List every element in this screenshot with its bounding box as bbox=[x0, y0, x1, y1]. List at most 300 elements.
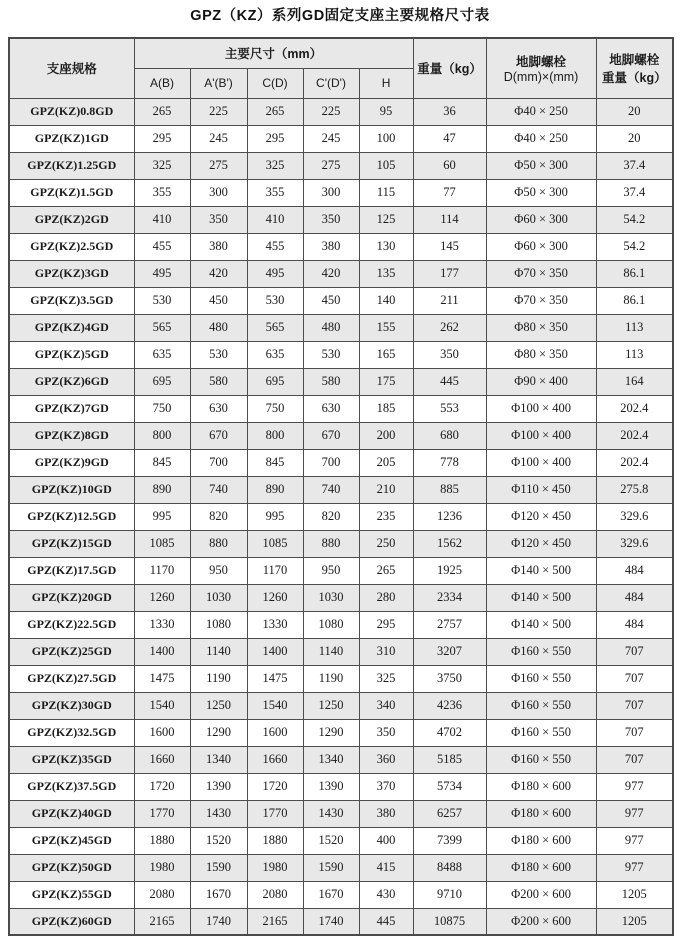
cell-weight_kg: 5185 bbox=[413, 746, 486, 773]
cell-spec: GPZ(KZ)3.5GD bbox=[9, 287, 134, 314]
table-row bbox=[9, 746, 673, 773]
cell-anchor_bolt: Φ140 × 500 bbox=[486, 611, 596, 638]
cell-anchor_bolt_weight_kg: 113 bbox=[596, 314, 673, 341]
cell-weight_kg: 114 bbox=[413, 206, 486, 233]
cell-c_prime_d_prime: 1670 bbox=[303, 881, 359, 908]
table-row bbox=[9, 98, 673, 125]
cell-a_prime_b_prime: 1670 bbox=[190, 881, 247, 908]
header-main-dimensions: 主要尺寸（mm） bbox=[134, 38, 413, 68]
cell-a_prime_b_prime: 700 bbox=[190, 449, 247, 476]
cell-a_b: 495 bbox=[134, 260, 190, 287]
cell-a_prime_b_prime: 1740 bbox=[190, 908, 247, 935]
cell-a_b: 995 bbox=[134, 503, 190, 530]
cell-a_prime_b_prime: 225 bbox=[190, 98, 247, 125]
cell-a_prime_b_prime: 530 bbox=[190, 341, 247, 368]
cell-c_prime_d_prime: 740 bbox=[303, 476, 359, 503]
header-anchor-bolt-weight-line1: 地脚螺栓 bbox=[609, 53, 660, 68]
table-row bbox=[9, 260, 673, 287]
cell-c_prime_d_prime: 1250 bbox=[303, 692, 359, 719]
cell-a_b: 800 bbox=[134, 422, 190, 449]
cell-c_d: 2165 bbox=[247, 908, 303, 935]
cell-c_d: 1330 bbox=[247, 611, 303, 638]
cell-weight_kg: 5734 bbox=[413, 773, 486, 800]
cell-c_d: 1660 bbox=[247, 746, 303, 773]
cell-a_prime_b_prime: 1030 bbox=[190, 584, 247, 611]
cell-h: 185 bbox=[359, 395, 413, 422]
cell-anchor_bolt_weight_kg: 707 bbox=[596, 746, 673, 773]
table-row bbox=[9, 395, 673, 422]
cell-anchor_bolt_weight_kg: 37.4 bbox=[596, 179, 673, 206]
cell-anchor_bolt_weight_kg: 484 bbox=[596, 611, 673, 638]
cell-h: 340 bbox=[359, 692, 413, 719]
header-anchor-bolt-weight bbox=[596, 38, 673, 98]
cell-a_b: 1400 bbox=[134, 638, 190, 665]
cell-anchor_bolt: Φ100 × 400 bbox=[486, 449, 596, 476]
cell-anchor_bolt: Φ120 × 450 bbox=[486, 530, 596, 557]
cell-a_b: 325 bbox=[134, 152, 190, 179]
cell-a_b: 455 bbox=[134, 233, 190, 260]
cell-a_prime_b_prime: 420 bbox=[190, 260, 247, 287]
cell-c_prime_d_prime: 420 bbox=[303, 260, 359, 287]
cell-c_d: 410 bbox=[247, 206, 303, 233]
cell-c_prime_d_prime: 1390 bbox=[303, 773, 359, 800]
cell-anchor_bolt: Φ160 × 550 bbox=[486, 719, 596, 746]
table-row bbox=[9, 503, 673, 530]
cell-spec: GPZ(KZ)0.8GD bbox=[9, 98, 134, 125]
cell-c_d: 1880 bbox=[247, 827, 303, 854]
cell-anchor_bolt: Φ140 × 500 bbox=[486, 557, 596, 584]
cell-c_d: 1540 bbox=[247, 692, 303, 719]
cell-c_prime_d_prime: 300 bbox=[303, 179, 359, 206]
cell-weight_kg: 8488 bbox=[413, 854, 486, 881]
cell-c_prime_d_prime: 1140 bbox=[303, 638, 359, 665]
cell-c_d: 1475 bbox=[247, 665, 303, 692]
cell-c_d: 455 bbox=[247, 233, 303, 260]
cell-spec: GPZ(KZ)35GD bbox=[9, 746, 134, 773]
cell-weight_kg: 262 bbox=[413, 314, 486, 341]
cell-anchor_bolt: Φ160 × 550 bbox=[486, 638, 596, 665]
cell-spec: GPZ(KZ)60GD bbox=[9, 908, 134, 935]
cell-anchor_bolt: Φ50 × 300 bbox=[486, 179, 596, 206]
cell-c_prime_d_prime: 700 bbox=[303, 449, 359, 476]
cell-c_d: 1400 bbox=[247, 638, 303, 665]
cell-weight_kg: 1925 bbox=[413, 557, 486, 584]
cell-anchor_bolt_weight_kg: 202.4 bbox=[596, 395, 673, 422]
cell-anchor_bolt: Φ70 × 350 bbox=[486, 260, 596, 287]
cell-weight_kg: 445 bbox=[413, 368, 486, 395]
table-row bbox=[9, 422, 673, 449]
cell-h: 140 bbox=[359, 287, 413, 314]
cell-h: 325 bbox=[359, 665, 413, 692]
cell-weight_kg: 211 bbox=[413, 287, 486, 314]
table-row bbox=[9, 530, 673, 557]
cell-c_d: 845 bbox=[247, 449, 303, 476]
cell-a_prime_b_prime: 1290 bbox=[190, 719, 247, 746]
cell-h: 360 bbox=[359, 746, 413, 773]
cell-a_b: 1770 bbox=[134, 800, 190, 827]
cell-anchor_bolt: Φ200 × 600 bbox=[486, 881, 596, 908]
cell-h: 445 bbox=[359, 908, 413, 935]
cell-c_d: 1980 bbox=[247, 854, 303, 881]
cell-weight_kg: 350 bbox=[413, 341, 486, 368]
cell-spec: GPZ(KZ)45GD bbox=[9, 827, 134, 854]
cell-a_prime_b_prime: 630 bbox=[190, 395, 247, 422]
table-row bbox=[9, 719, 673, 746]
cell-anchor_bolt: Φ160 × 550 bbox=[486, 746, 596, 773]
spec-table bbox=[8, 37, 674, 936]
cell-spec: GPZ(KZ)55GD bbox=[9, 881, 134, 908]
cell-spec: GPZ(KZ)37.5GD bbox=[9, 773, 134, 800]
table-row bbox=[9, 800, 673, 827]
cell-anchor_bolt: Φ120 × 450 bbox=[486, 503, 596, 530]
cell-weight_kg: 885 bbox=[413, 476, 486, 503]
cell-c_prime_d_prime: 1430 bbox=[303, 800, 359, 827]
cell-spec: GPZ(KZ)5GD bbox=[9, 341, 134, 368]
table-row bbox=[9, 233, 673, 260]
cell-anchor_bolt: Φ40 × 250 bbox=[486, 98, 596, 125]
cell-weight_kg: 3750 bbox=[413, 665, 486, 692]
cell-c_d: 295 bbox=[247, 125, 303, 152]
cell-anchor_bolt: Φ60 × 300 bbox=[486, 206, 596, 233]
cell-h: 350 bbox=[359, 719, 413, 746]
cell-a_b: 265 bbox=[134, 98, 190, 125]
cell-a_prime_b_prime: 380 bbox=[190, 233, 247, 260]
header-col-a: A(B) bbox=[134, 68, 190, 98]
cell-weight_kg: 77 bbox=[413, 179, 486, 206]
header-anchor-bolt bbox=[486, 38, 596, 98]
cell-anchor_bolt_weight_kg: 54.2 bbox=[596, 233, 673, 260]
header-row-main bbox=[9, 38, 673, 68]
cell-c_d: 1600 bbox=[247, 719, 303, 746]
header-col-a-prime: A'(B') bbox=[190, 68, 247, 98]
cell-a_b: 530 bbox=[134, 287, 190, 314]
cell-c_d: 695 bbox=[247, 368, 303, 395]
cell-c_d: 1770 bbox=[247, 800, 303, 827]
cell-anchor_bolt: Φ200 × 600 bbox=[486, 908, 596, 935]
cell-a_b: 1600 bbox=[134, 719, 190, 746]
cell-anchor_bolt: Φ180 × 600 bbox=[486, 827, 596, 854]
cell-spec: GPZ(KZ)25GD bbox=[9, 638, 134, 665]
table-row bbox=[9, 476, 673, 503]
cell-anchor_bolt_weight_kg: 86.1 bbox=[596, 287, 673, 314]
header-spec: 支座规格 bbox=[9, 38, 134, 98]
cell-c_d: 750 bbox=[247, 395, 303, 422]
cell-weight_kg: 10875 bbox=[413, 908, 486, 935]
cell-spec: GPZ(KZ)30GD bbox=[9, 692, 134, 719]
cell-spec: GPZ(KZ)8GD bbox=[9, 422, 134, 449]
cell-c_d: 1720 bbox=[247, 773, 303, 800]
table-body bbox=[9, 98, 673, 935]
cell-c_prime_d_prime: 950 bbox=[303, 557, 359, 584]
cell-c_prime_d_prime: 1340 bbox=[303, 746, 359, 773]
cell-h: 370 bbox=[359, 773, 413, 800]
cell-a_prime_b_prime: 1340 bbox=[190, 746, 247, 773]
cell-weight_kg: 2757 bbox=[413, 611, 486, 638]
cell-c_prime_d_prime: 350 bbox=[303, 206, 359, 233]
cell-a_b: 1540 bbox=[134, 692, 190, 719]
cell-a_b: 295 bbox=[134, 125, 190, 152]
cell-anchor_bolt: Φ110 × 450 bbox=[486, 476, 596, 503]
table-row bbox=[9, 179, 673, 206]
header-col-h: H bbox=[359, 68, 413, 98]
table-row bbox=[9, 854, 673, 881]
cell-anchor_bolt_weight_kg: 707 bbox=[596, 665, 673, 692]
cell-a_b: 1980 bbox=[134, 854, 190, 881]
cell-anchor_bolt: Φ80 × 350 bbox=[486, 314, 596, 341]
cell-anchor_bolt_weight_kg: 707 bbox=[596, 692, 673, 719]
cell-c_prime_d_prime: 1740 bbox=[303, 908, 359, 935]
cell-c_prime_d_prime: 225 bbox=[303, 98, 359, 125]
cell-a_prime_b_prime: 450 bbox=[190, 287, 247, 314]
cell-h: 115 bbox=[359, 179, 413, 206]
cell-weight_kg: 1562 bbox=[413, 530, 486, 557]
cell-spec: GPZ(KZ)27.5GD bbox=[9, 665, 134, 692]
page-title: GPZ（KZ）系列GD固定支座主要规格尺寸表 bbox=[190, 8, 490, 24]
cell-spec: GPZ(KZ)12.5GD bbox=[9, 503, 134, 530]
cell-a_b: 1880 bbox=[134, 827, 190, 854]
cell-anchor_bolt_weight_kg: 977 bbox=[596, 854, 673, 881]
cell-h: 135 bbox=[359, 260, 413, 287]
cell-anchor_bolt: Φ180 × 600 bbox=[486, 800, 596, 827]
cell-a_prime_b_prime: 1190 bbox=[190, 665, 247, 692]
cell-weight_kg: 6257 bbox=[413, 800, 486, 827]
header-anchor-bolt-weight-line2: 重量（kg） bbox=[602, 71, 667, 86]
cell-anchor_bolt_weight_kg: 20 bbox=[596, 125, 673, 152]
cell-c_prime_d_prime: 580 bbox=[303, 368, 359, 395]
cell-a_prime_b_prime: 1140 bbox=[190, 638, 247, 665]
cell-spec: GPZ(KZ)50GD bbox=[9, 854, 134, 881]
cell-a_b: 1085 bbox=[134, 530, 190, 557]
cell-spec: GPZ(KZ)9GD bbox=[9, 449, 134, 476]
cell-c_d: 355 bbox=[247, 179, 303, 206]
cell-h: 165 bbox=[359, 341, 413, 368]
cell-c_prime_d_prime: 880 bbox=[303, 530, 359, 557]
cell-weight_kg: 4702 bbox=[413, 719, 486, 746]
cell-spec: GPZ(KZ)10GD bbox=[9, 476, 134, 503]
cell-a_prime_b_prime: 670 bbox=[190, 422, 247, 449]
cell-h: 235 bbox=[359, 503, 413, 530]
cell-h: 130 bbox=[359, 233, 413, 260]
cell-spec: GPZ(KZ)7GD bbox=[9, 395, 134, 422]
cell-a_prime_b_prime: 820 bbox=[190, 503, 247, 530]
header-anchor-bolt-line2: D(mm)×(mm) bbox=[503, 70, 579, 85]
cell-h: 205 bbox=[359, 449, 413, 476]
cell-h: 415 bbox=[359, 854, 413, 881]
cell-c_d: 495 bbox=[247, 260, 303, 287]
cell-a_prime_b_prime: 580 bbox=[190, 368, 247, 395]
cell-c_prime_d_prime: 1190 bbox=[303, 665, 359, 692]
cell-weight_kg: 9710 bbox=[413, 881, 486, 908]
cell-a_prime_b_prime: 1520 bbox=[190, 827, 247, 854]
cell-c_prime_d_prime: 670 bbox=[303, 422, 359, 449]
cell-c_prime_d_prime: 1590 bbox=[303, 854, 359, 881]
cell-a_prime_b_prime: 300 bbox=[190, 179, 247, 206]
cell-anchor_bolt: Φ90 × 400 bbox=[486, 368, 596, 395]
cell-weight_kg: 1236 bbox=[413, 503, 486, 530]
cell-weight_kg: 680 bbox=[413, 422, 486, 449]
cell-a_prime_b_prime: 880 bbox=[190, 530, 247, 557]
cell-anchor_bolt: Φ80 × 350 bbox=[486, 341, 596, 368]
cell-a_prime_b_prime: 1080 bbox=[190, 611, 247, 638]
cell-a_prime_b_prime: 1590 bbox=[190, 854, 247, 881]
cell-c_d: 530 bbox=[247, 287, 303, 314]
cell-anchor_bolt_weight_kg: 977 bbox=[596, 827, 673, 854]
cell-anchor_bolt_weight_kg: 202.4 bbox=[596, 449, 673, 476]
cell-c_prime_d_prime: 245 bbox=[303, 125, 359, 152]
cell-anchor_bolt_weight_kg: 20 bbox=[596, 98, 673, 125]
cell-spec: GPZ(KZ)17.5GD bbox=[9, 557, 134, 584]
cell-anchor_bolt_weight_kg: 275.8 bbox=[596, 476, 673, 503]
table-row bbox=[9, 152, 673, 179]
cell-h: 400 bbox=[359, 827, 413, 854]
cell-c_d: 1170 bbox=[247, 557, 303, 584]
table-row bbox=[9, 449, 673, 476]
table-row bbox=[9, 638, 673, 665]
table-row bbox=[9, 341, 673, 368]
cell-a_b: 1170 bbox=[134, 557, 190, 584]
cell-h: 100 bbox=[359, 125, 413, 152]
cell-h: 430 bbox=[359, 881, 413, 908]
cell-spec: GPZ(KZ)1GD bbox=[9, 125, 134, 152]
table-row bbox=[9, 368, 673, 395]
cell-anchor_bolt: Φ40 × 250 bbox=[486, 125, 596, 152]
cell-h: 200 bbox=[359, 422, 413, 449]
cell-weight_kg: 177 bbox=[413, 260, 486, 287]
cell-a_prime_b_prime: 245 bbox=[190, 125, 247, 152]
cell-h: 295 bbox=[359, 611, 413, 638]
cell-spec: GPZ(KZ)3GD bbox=[9, 260, 134, 287]
cell-a_prime_b_prime: 950 bbox=[190, 557, 247, 584]
cell-weight_kg: 47 bbox=[413, 125, 486, 152]
cell-anchor_bolt_weight_kg: 484 bbox=[596, 584, 673, 611]
cell-a_prime_b_prime: 350 bbox=[190, 206, 247, 233]
cell-h: 95 bbox=[359, 98, 413, 125]
cell-h: 265 bbox=[359, 557, 413, 584]
cell-c_d: 565 bbox=[247, 314, 303, 341]
cell-spec: GPZ(KZ)22.5GD bbox=[9, 611, 134, 638]
cell-anchor_bolt: Φ50 × 300 bbox=[486, 152, 596, 179]
cell-a_b: 1660 bbox=[134, 746, 190, 773]
cell-h: 125 bbox=[359, 206, 413, 233]
cell-spec: GPZ(KZ)2.5GD bbox=[9, 233, 134, 260]
cell-a_b: 635 bbox=[134, 341, 190, 368]
cell-a_b: 1475 bbox=[134, 665, 190, 692]
cell-a_prime_b_prime: 1390 bbox=[190, 773, 247, 800]
cell-anchor_bolt_weight_kg: 329.6 bbox=[596, 503, 673, 530]
table-row bbox=[9, 584, 673, 611]
table-row bbox=[9, 827, 673, 854]
cell-a_b: 565 bbox=[134, 314, 190, 341]
cell-c_d: 890 bbox=[247, 476, 303, 503]
cell-anchor_bolt: Φ160 × 550 bbox=[486, 665, 596, 692]
cell-a_prime_b_prime: 1250 bbox=[190, 692, 247, 719]
cell-a_b: 410 bbox=[134, 206, 190, 233]
cell-c_prime_d_prime: 820 bbox=[303, 503, 359, 530]
cell-weight_kg: 778 bbox=[413, 449, 486, 476]
cell-anchor_bolt_weight_kg: 977 bbox=[596, 773, 673, 800]
cell-c_prime_d_prime: 1030 bbox=[303, 584, 359, 611]
cell-anchor_bolt: Φ140 × 500 bbox=[486, 584, 596, 611]
cell-h: 210 bbox=[359, 476, 413, 503]
cell-anchor_bolt_weight_kg: 1205 bbox=[596, 908, 673, 935]
cell-c_d: 1085 bbox=[247, 530, 303, 557]
cell-spec: GPZ(KZ)2GD bbox=[9, 206, 134, 233]
cell-c_d: 265 bbox=[247, 98, 303, 125]
table-row bbox=[9, 665, 673, 692]
cell-anchor_bolt_weight_kg: 202.4 bbox=[596, 422, 673, 449]
cell-c_prime_d_prime: 1520 bbox=[303, 827, 359, 854]
cell-weight_kg: 4236 bbox=[413, 692, 486, 719]
cell-anchor_bolt_weight_kg: 113 bbox=[596, 341, 673, 368]
cell-h: 280 bbox=[359, 584, 413, 611]
cell-a_prime_b_prime: 1430 bbox=[190, 800, 247, 827]
table-row bbox=[9, 881, 673, 908]
cell-anchor_bolt: Φ180 × 600 bbox=[486, 854, 596, 881]
cell-anchor_bolt_weight_kg: 329.6 bbox=[596, 530, 673, 557]
cell-anchor_bolt_weight_kg: 484 bbox=[596, 557, 673, 584]
cell-h: 310 bbox=[359, 638, 413, 665]
table-row bbox=[9, 314, 673, 341]
cell-a_prime_b_prime: 740 bbox=[190, 476, 247, 503]
cell-a_b: 890 bbox=[134, 476, 190, 503]
cell-weight_kg: 553 bbox=[413, 395, 486, 422]
cell-anchor_bolt: Φ160 × 550 bbox=[486, 692, 596, 719]
cell-anchor_bolt_weight_kg: 164 bbox=[596, 368, 673, 395]
cell-weight_kg: 3207 bbox=[413, 638, 486, 665]
header-anchor-bolt-line1: 地脚螺栓 bbox=[516, 55, 567, 70]
cell-a_prime_b_prime: 275 bbox=[190, 152, 247, 179]
cell-a_b: 2165 bbox=[134, 908, 190, 935]
cell-c_d: 2080 bbox=[247, 881, 303, 908]
cell-anchor_bolt: Φ60 × 300 bbox=[486, 233, 596, 260]
cell-anchor_bolt: Φ70 × 350 bbox=[486, 287, 596, 314]
cell-c_prime_d_prime: 480 bbox=[303, 314, 359, 341]
cell-a_prime_b_prime: 480 bbox=[190, 314, 247, 341]
cell-c_prime_d_prime: 275 bbox=[303, 152, 359, 179]
cell-c_prime_d_prime: 450 bbox=[303, 287, 359, 314]
cell-h: 250 bbox=[359, 530, 413, 557]
cell-a_b: 2080 bbox=[134, 881, 190, 908]
cell-spec: GPZ(KZ)4GD bbox=[9, 314, 134, 341]
table-row bbox=[9, 611, 673, 638]
table-row bbox=[9, 908, 673, 935]
cell-anchor_bolt: Φ100 × 400 bbox=[486, 395, 596, 422]
cell-spec: GPZ(KZ)40GD bbox=[9, 800, 134, 827]
cell-h: 380 bbox=[359, 800, 413, 827]
cell-spec: GPZ(KZ)1.5GD bbox=[9, 179, 134, 206]
cell-anchor_bolt_weight_kg: 707 bbox=[596, 638, 673, 665]
cell-c_d: 995 bbox=[247, 503, 303, 530]
cell-anchor_bolt: Φ180 × 600 bbox=[486, 773, 596, 800]
cell-a_b: 1720 bbox=[134, 773, 190, 800]
cell-c_prime_d_prime: 530 bbox=[303, 341, 359, 368]
table-row bbox=[9, 287, 673, 314]
cell-weight_kg: 60 bbox=[413, 152, 486, 179]
cell-weight_kg: 36 bbox=[413, 98, 486, 125]
cell-c_d: 1260 bbox=[247, 584, 303, 611]
cell-anchor_bolt_weight_kg: 977 bbox=[596, 800, 673, 827]
cell-a_b: 1260 bbox=[134, 584, 190, 611]
cell-weight_kg: 7399 bbox=[413, 827, 486, 854]
cell-c_prime_d_prime: 1080 bbox=[303, 611, 359, 638]
cell-a_b: 355 bbox=[134, 179, 190, 206]
cell-weight_kg: 2334 bbox=[413, 584, 486, 611]
cell-weight_kg: 145 bbox=[413, 233, 486, 260]
cell-spec: GPZ(KZ)1.25GD bbox=[9, 152, 134, 179]
header-col-c-prime: C'(D') bbox=[303, 68, 359, 98]
cell-c_prime_d_prime: 1290 bbox=[303, 719, 359, 746]
cell-h: 175 bbox=[359, 368, 413, 395]
